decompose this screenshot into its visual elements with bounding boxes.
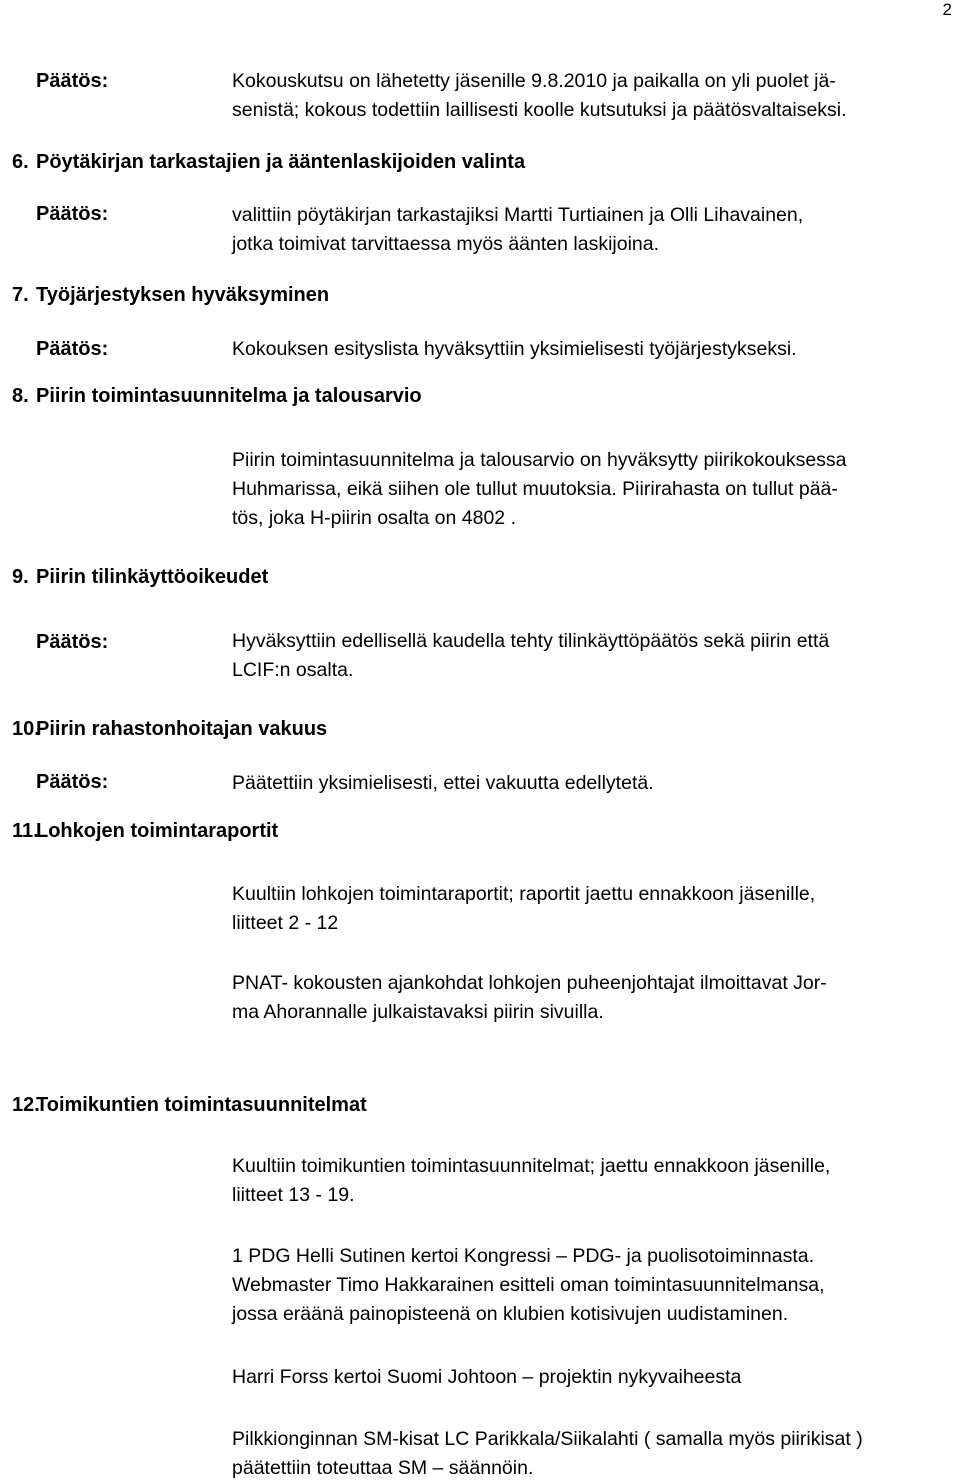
section-number: 11.: [12, 820, 39, 842]
section-text: [232, 446, 954, 533]
text-line: Piirin toimintasuunnitelma ja talousarvio on hyväksytty piirikokouksessa: [232, 449, 847, 471]
section-number: 8.: [12, 385, 29, 407]
text-line: Kokouksen esityslista hyväksyttiin yksimielisesti työjärjestykseksi.: [232, 338, 797, 360]
text-line: PNAT- kokousten ajankohdat lohkojen puheenjohtajat ilmoittavat Jor-: [232, 972, 827, 994]
section-heading-12: [12, 1094, 367, 1117]
text-line: Kokouskutsu on lähetetty jäsenille 9.8.2010 ja paikalla on yli puolet jä-: [232, 70, 836, 92]
text-line: Webmaster Timo Hakkarainen esitteli oman toimintasuunnitelmansa,: [232, 1274, 825, 1296]
text-line: Pilkkionginnan SM-kisat LC Parikkala/Siikalahti ( samalla myös piirikisat ): [232, 1428, 863, 1450]
text-line: LCIF:n osalta.: [232, 659, 354, 681]
decision-text: [232, 201, 954, 259]
section-text: [232, 1152, 954, 1210]
text-line: jotka toimivat tarvittaessa myös äänten laskijoina.: [232, 233, 660, 255]
section-title: Piirin rahastonhoitajan vakuus: [36, 718, 328, 740]
text-line: Hyväksyttiin edellisellä kaudella tehty tilinkäyttöpäätös sekä piirin että: [232, 630, 830, 652]
section-heading-7: [12, 284, 329, 307]
section-title: Lohkojen toimintaraportit: [36, 820, 279, 842]
text-line: valittiin pöytäkirjan tarkastajiksi Martti Turtiainen ja Olli Lihavainen,: [232, 204, 804, 226]
decision-label: Päätös:: [36, 203, 109, 225]
section-number: 12.: [12, 1094, 40, 1116]
decision-label: Päätös:: [36, 631, 109, 653]
section-text: [232, 1425, 954, 1483]
decision-text: [232, 335, 954, 364]
section-title: Piirin toimintasuunnitelma ja talousarvio: [36, 385, 422, 407]
text-line: liitteet 2 - 12: [232, 912, 339, 934]
page-number: 2: [942, 0, 952, 19]
section-number: 9.: [12, 566, 29, 588]
text-line: liitteet 13 - 19.: [232, 1184, 355, 1206]
text-line: 1 PDG Helli Sutinen kertoi Kongressi – PDG- ja puolisotoiminnasta.: [232, 1245, 815, 1267]
text-line: tös, joka H-piirin osalta on 4802 .: [232, 507, 516, 529]
text-line: Kuultiin lohkojen toimintaraportit; raportit jaettu ennakkoon jäsenille,: [232, 883, 816, 905]
section-title: Työjärjestyksen hyväksyminen: [36, 284, 330, 306]
section-heading-9: [12, 566, 268, 589]
section-text: [232, 880, 954, 938]
section-heading-11: [12, 820, 278, 843]
section-heading-6: [12, 151, 525, 174]
section-title: Pöytäkirjan tarkastajien ja ääntenlaskijoiden valinta: [36, 151, 526, 173]
text-line: Kuultiin toimikuntien toimintasuunnitelmat; jaettu ennakkoon jäsenille,: [232, 1155, 831, 1177]
section-title: Toimikuntien toimintasuunnitelmat: [36, 1094, 367, 1116]
section-number: 6.: [12, 151, 29, 173]
section-title: Piirin tilinkäyttöoikeudet: [36, 566, 269, 588]
text-line: Huhmarissa, eikä siihen ole tullut muutoksia. Piirirahasta on tullut pää-: [232, 478, 838, 500]
section-number: 7.: [12, 284, 29, 306]
text-line: jossa eräänä painopisteenä on klubien kotisivujen uudistaminen.: [232, 1303, 789, 1325]
section-heading-8: [12, 385, 422, 408]
section-text: [232, 969, 954, 1027]
decision-label: Päätös:: [36, 70, 109, 92]
text-line: ma Ahorannalle julkaistavaksi piirin sivuilla.: [232, 1001, 604, 1023]
text-line: päätettiin toteuttaa SM – säännöin.: [232, 1457, 534, 1479]
decision-text: [232, 769, 954, 798]
decision-text: [232, 627, 954, 685]
section-text: [232, 1363, 954, 1392]
decision-label: Päätös:: [36, 771, 109, 793]
section-text: [232, 1242, 954, 1329]
text-line: Harri Forss kertoi Suomi Johtoon – projektin nykyvaiheesta: [232, 1366, 742, 1388]
section-number: 10.: [12, 718, 40, 740]
text-line: Päätettiin yksimielisesti, ettei vakuutta edellytetä.: [232, 772, 654, 794]
section-heading-10: [12, 718, 327, 741]
decision-text: [232, 67, 954, 125]
text-line: senistä; kokous todettiin laillisesti koolle kutsutuksi ja päätösvaltaiseksi.: [232, 99, 847, 121]
decision-label: Päätös:: [36, 338, 109, 360]
